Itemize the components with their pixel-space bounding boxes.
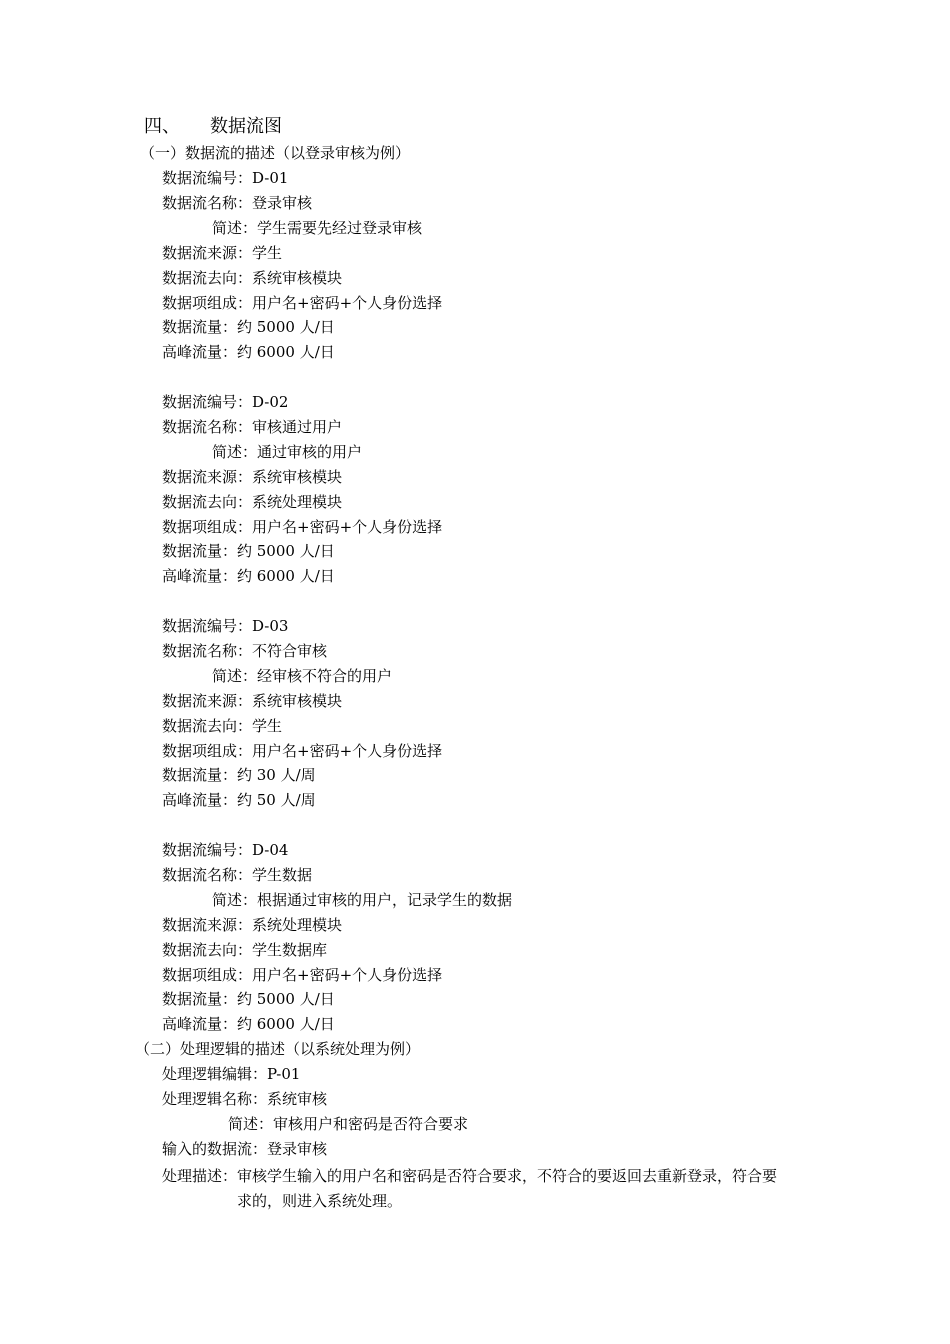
part1-title: （一）数据流的描述（以登录审核为例） <box>140 144 411 162</box>
process-description <box>162 1164 783 1214</box>
flow-3-id: 数据流编号：D-03 <box>162 617 289 635</box>
flow-3-volume: 数据流量：约 30 人/周 <box>162 766 316 784</box>
process-input: 输入的数据流：登录审核 <box>162 1140 328 1158</box>
flow-1-items: 数据项组成：用户名+密码+个人身份选择 <box>162 294 443 312</box>
flow-3-name: 数据流名称：不符合审核 <box>162 642 328 660</box>
flow-1-desc: 简述：学生需要先经过登录审核 <box>212 219 423 237</box>
flow-1-peak: 高峰流量：约 6000 人/日 <box>162 343 335 361</box>
flow-4-source: 数据流来源：系统处理模块 <box>162 916 343 934</box>
section-title: 数据流图 <box>210 116 282 137</box>
section-heading <box>144 115 282 139</box>
process-desc: 简述：审核用户和密码是否符合要求 <box>228 1115 469 1133</box>
flow-2-peak: 高峰流量：约 6000 人/日 <box>162 567 335 585</box>
flow-4-id: 数据流编号：D-04 <box>162 841 289 859</box>
flow-3-desc: 简述：经审核不符合的用户 <box>212 667 393 685</box>
flow-1-id: 数据流编号：D-01 <box>162 169 289 187</box>
flow-3-items: 数据项组成：用户名+密码+个人身份选择 <box>162 742 443 760</box>
flow-2-items: 数据项组成：用户名+密码+个人身份选择 <box>162 518 443 536</box>
flow-1-name: 数据流名称：登录审核 <box>162 194 313 212</box>
flow-1-source: 数据流来源：学生 <box>162 244 283 262</box>
flow-2-dest: 数据流去向：系统处理模块 <box>162 493 343 511</box>
flow-4-peak: 高峰流量：约 6000 人/日 <box>162 1015 335 1033</box>
flow-2-name: 数据流名称：审核通过用户 <box>162 418 343 436</box>
flow-3-source: 数据流来源：系统审核模块 <box>162 692 343 710</box>
flow-4-dest: 数据流去向：学生数据库 <box>162 941 328 959</box>
process-name: 处理逻辑名称：系统审核 <box>162 1090 328 1108</box>
flow-2-desc: 简述：通过审核的用户 <box>212 443 363 461</box>
process-description-text: 审核学生输入的用户名和密码是否符合要求，不符合的要返回去重新登录，符合要求的，则进入系统处理。 <box>237 1167 778 1210</box>
flow-3-dest: 数据流去向：学生 <box>162 717 283 735</box>
flow-1-volume: 数据流量：约 5000 人/日 <box>162 318 335 336</box>
flow-2-source: 数据流来源：系统审核模块 <box>162 468 343 486</box>
flow-2-volume: 数据流量：约 5000 人/日 <box>162 542 335 560</box>
flow-4-name: 数据流名称：学生数据 <box>162 866 313 884</box>
flow-4-desc: 简述：根据通过审核的用户，记录学生的数据 <box>212 891 513 909</box>
section-number: 四、 <box>144 116 180 137</box>
flow-4-items: 数据项组成：用户名+密码+个人身份选择 <box>162 966 443 984</box>
process-description-label: 处理描述： <box>162 1167 238 1185</box>
flow-1-dest: 数据流去向：系统审核模块 <box>162 269 343 287</box>
flow-4-volume: 数据流量：约 5000 人/日 <box>162 990 335 1008</box>
process-id: 处理逻辑编辑：P-01 <box>162 1065 301 1083</box>
flow-3-peak: 高峰流量：约 50 人/周 <box>162 791 316 809</box>
flow-2-id: 数据流编号：D-02 <box>162 393 289 411</box>
part2-title: （二）处理逻辑的描述（以系统处理为例） <box>135 1040 421 1058</box>
